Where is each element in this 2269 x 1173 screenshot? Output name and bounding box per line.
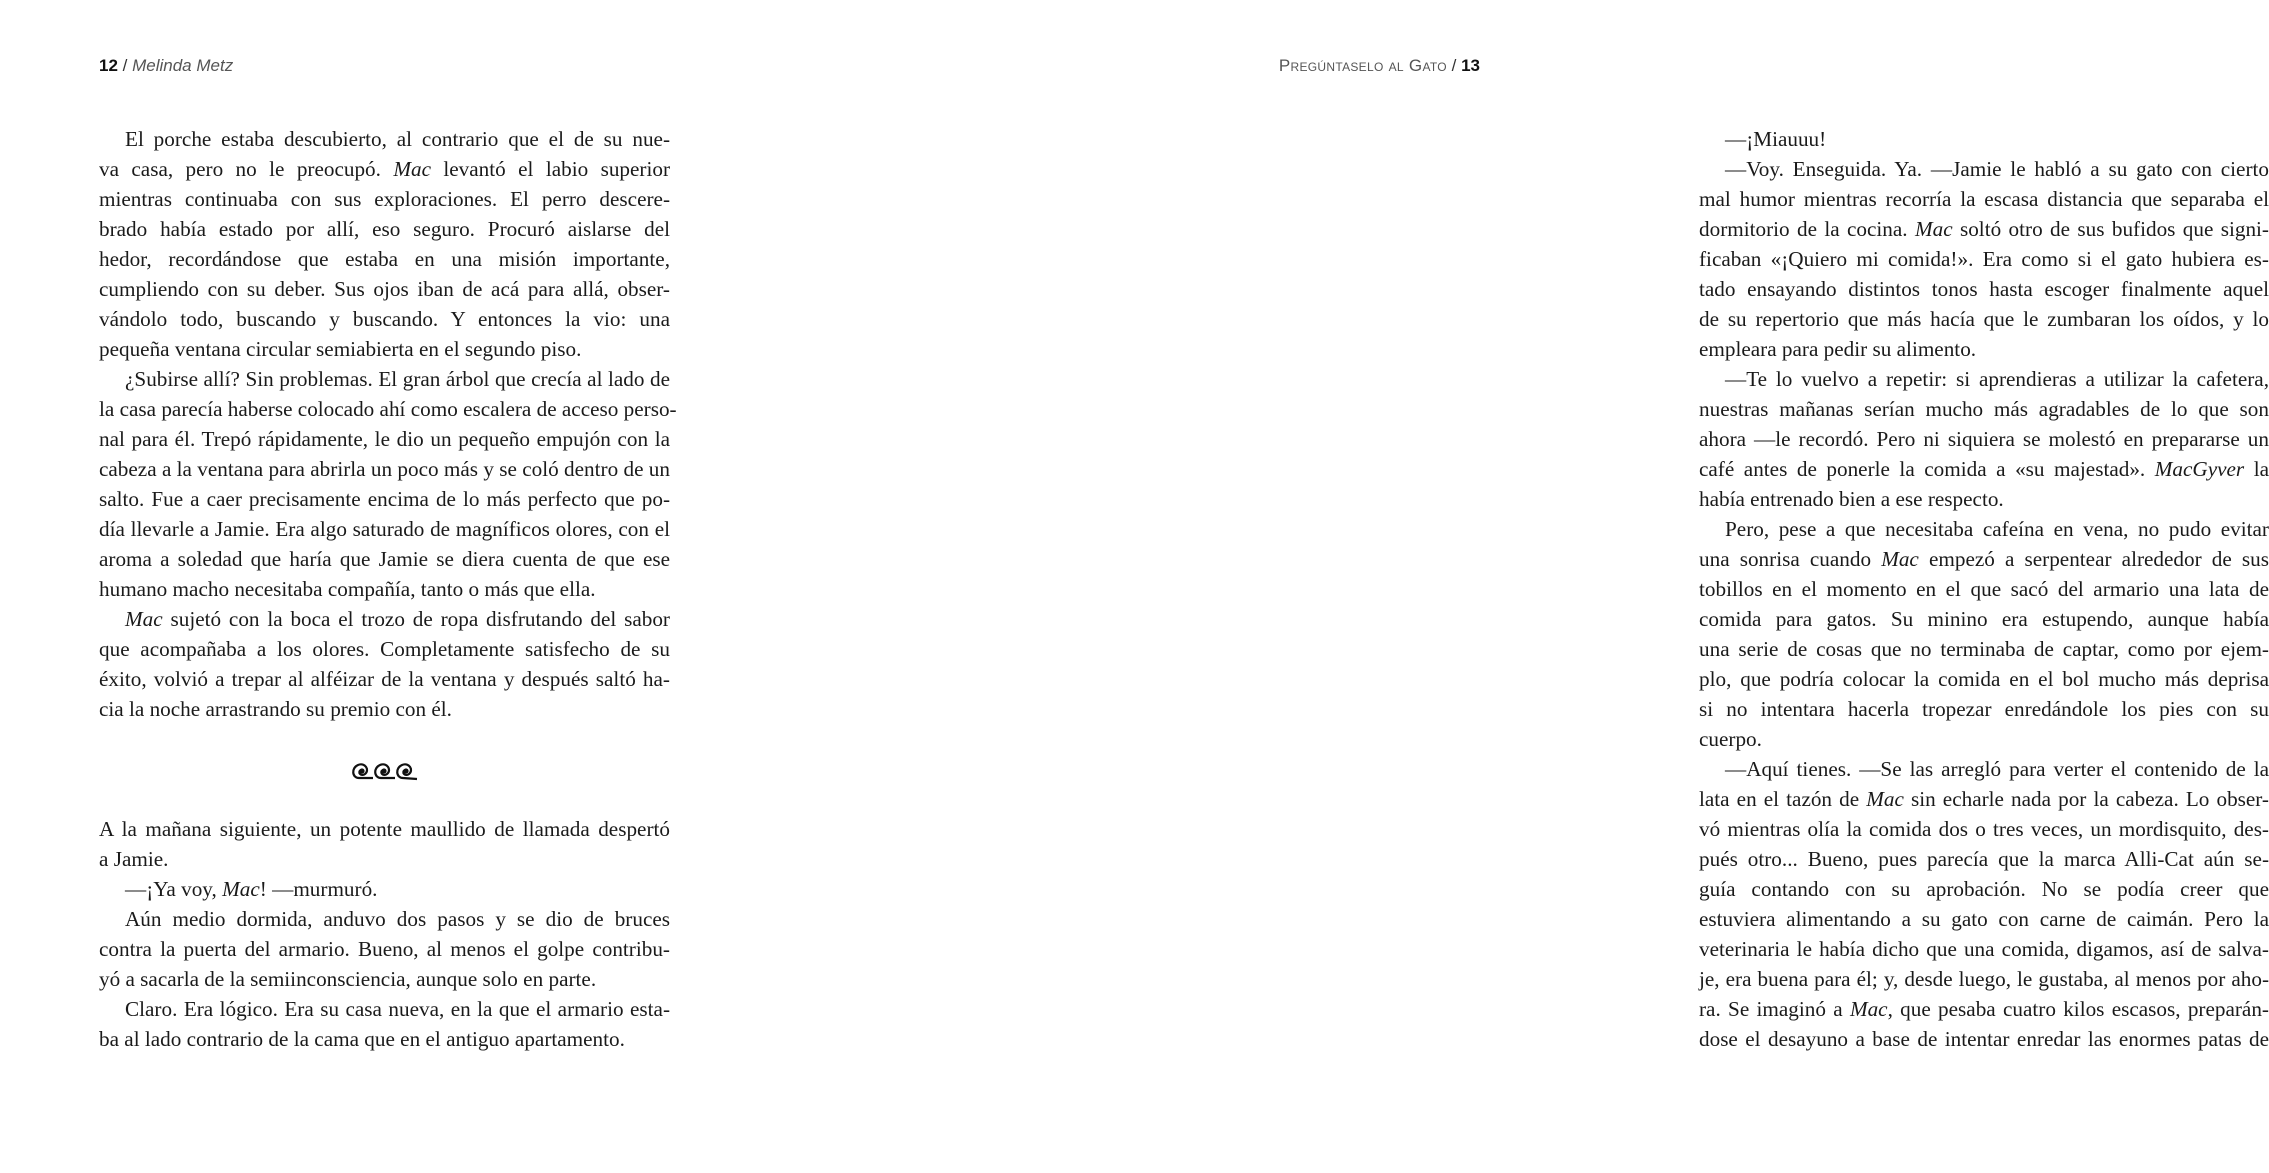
text-line: Claro. Era lógico. Era su casa nueva, en la que el armario esta- bbox=[125, 997, 670, 1021]
text-line: mientras continuaba con sus exploraciones. El perro descere- bbox=[99, 187, 670, 211]
text-line: salto. Fue a caer precisamente encima de lo más perfecto que po- bbox=[99, 487, 670, 511]
text-line: ¿Subirse allí? Sin problemas. El gran árbol que crecía al lado de bbox=[125, 367, 670, 391]
text-line: ra. Se imaginó a Mac, que pesaba cuatro kilos escasos, preparán- bbox=[1699, 997, 2269, 1021]
text-line: Pero, pese a que necesitaba cafeína en vena, no pudo evitar bbox=[1725, 517, 2269, 541]
italic-name: Mac bbox=[125, 607, 163, 631]
text-line: ficaban «¡Quiero mi comida!». Era como si el gato hubiera es- bbox=[1699, 247, 2269, 271]
text-line: dose el desayuno a base de intentar enredar las enormes patas de bbox=[1699, 1027, 2269, 1051]
text-line: comida para gatos. Su minino era estupendo, aunque había bbox=[1699, 607, 2269, 631]
author-name: Melinda Metz bbox=[132, 56, 234, 75]
text-line: una serie de cosas que no terminaba de captar, como por ejem- bbox=[1699, 637, 2269, 661]
page-number: 12 bbox=[99, 56, 118, 75]
text-line: una sonrisa cuando Mac empezó a serpentear alrededor de sus bbox=[1699, 547, 2269, 571]
text-line: nal para él. Trepó rápidamente, le dio un pequeño empujón con la bbox=[99, 427, 670, 451]
italic-name: Mac bbox=[1866, 787, 1904, 811]
text-line: día llevarle a Jamie. Era algo saturado de magníficos olores, con el bbox=[99, 517, 670, 541]
text-line: va casa, pero no le preocupó. Mac levantó el labio superior bbox=[99, 157, 670, 181]
text-line: vándolo todo, buscando y buscando. Y entonces la vio: una bbox=[99, 307, 670, 331]
right-page bbox=[800, 0, 2269, 1173]
text-line: a Jamie. bbox=[99, 847, 169, 871]
left-running-head bbox=[99, 56, 233, 76]
text-line: nuestras mañanas serían mucho más agradables de lo que son bbox=[1699, 397, 2269, 421]
text-section-after-break bbox=[99, 814, 670, 1054]
text-line: estuviera alimentando a su gato con carne de caimán. Pero la bbox=[1699, 907, 2269, 931]
text-line: cabeza a la ventana para abrirla un poco más y se coló dentro de un bbox=[99, 457, 670, 481]
text-line: si no intentara hacerla tropezar enredándole los pies con su bbox=[1699, 697, 2269, 721]
text-line: pués otro... Bueno, pues parecía que la marca Alli-Cat aún se- bbox=[1699, 847, 2269, 871]
text-line: de su repertorio que más hacía que le zumbaran los oídos, y lo bbox=[1699, 307, 2269, 331]
italic-name: Mac bbox=[1914, 217, 1953, 241]
text-line: —Voy. Enseguida. Ya. —Jamie le habló a su gato con cierto bbox=[1725, 157, 2269, 181]
head-separator: / bbox=[117, 56, 133, 75]
text-line: cuerpo. bbox=[1699, 727, 1762, 751]
left-page bbox=[0, 0, 800, 1173]
text-line: tobillos en el momento en el que sacó del armario una lata de bbox=[1699, 577, 2269, 601]
text-line: brado había estado por allí, eso seguro. Procuró aislarse del bbox=[99, 217, 670, 241]
text-line: aroma a soledad que haría que Jamie se diera cuenta de que ese bbox=[99, 547, 670, 571]
text-line: tado ensayando distintos tonos hasta escoger finalmente aquel bbox=[1699, 277, 2269, 301]
right-body-text bbox=[1699, 124, 2269, 1054]
text-line: café antes de ponerle la comida a «su majestad». MacGyver la bbox=[1699, 457, 2269, 481]
text-line: dormitorio de la cocina. Mac soltó otro de sus bufidos que signi- bbox=[1699, 217, 2269, 241]
italic-name: Mac bbox=[1881, 547, 1919, 571]
scene-break-ornament bbox=[99, 724, 670, 814]
text-line: había entrenado bien a ese respecto. bbox=[1699, 487, 2004, 511]
head-separator: / bbox=[1446, 56, 1462, 75]
text-line: empleara para pedir su alimento. bbox=[1699, 337, 1977, 361]
italic-name: Mac bbox=[1849, 997, 1888, 1021]
text-line: A la mañana siguiente, un potente maullido de llamada despertó bbox=[99, 817, 670, 841]
text-line: je, era buena para él; y, desde luego, le gustaba, al menos por aho- bbox=[1699, 967, 2269, 991]
book-title: Pregúntaselo al Gato bbox=[1278, 56, 1447, 75]
text-line: —¡Ya voy, Mac! —murmuró. bbox=[125, 877, 378, 901]
text-line: mal humor mientras recorría la escasa distancia que separaba el bbox=[1699, 187, 2269, 211]
text-line: humano macho necesitaba compañía, tanto o más que ella. bbox=[99, 577, 596, 601]
text-line: cia la noche arrastrando su premio con él. bbox=[99, 697, 452, 721]
triple-swirl-ornament-icon bbox=[349, 760, 421, 782]
text-line: éxito, volvió a trepar al alféizar de la ventana y después saltó ha- bbox=[99, 667, 670, 691]
text-line: hedor, recordándose que estaba en una misión importante, bbox=[99, 247, 670, 271]
text-line: ahora —le recordó. Pero ni siquiera se molestó en prepararse un bbox=[1699, 427, 2269, 451]
text-line: veterinaria le había dicho que una comida, digamos, así de salva- bbox=[1699, 937, 2269, 961]
text-line: —¡Miauuu! bbox=[1725, 127, 1827, 151]
left-body-text bbox=[99, 124, 677, 1054]
right-running-head bbox=[1279, 56, 1480, 76]
text-line: guía contando con su aprobación. No se podía creer que bbox=[1699, 877, 2269, 901]
text-line: lata en el tazón de Mac sin echarle nada por la cabeza. Lo obser- bbox=[1699, 787, 2269, 811]
text-line: contra la puerta del armario. Bueno, al menos el golpe contribu- bbox=[99, 937, 670, 961]
text-line: El porche estaba descubierto, al contrario que el de su nue- bbox=[125, 127, 670, 151]
text-line: que acompañaba a los olores. Completamente satisfecho de su bbox=[99, 637, 670, 661]
text-line: Mac sujetó con la boca el trozo de ropa disfrutando del sabor bbox=[125, 607, 670, 631]
text-section-before-break bbox=[99, 124, 677, 724]
italic-name: Mac bbox=[393, 157, 431, 181]
text-section bbox=[1699, 124, 2269, 1054]
text-line: ba al lado contrario de la cama que en el antiguo apartamento. bbox=[99, 1027, 625, 1051]
text-line: vó mientras olía la comida dos o tres veces, un mordisquito, des- bbox=[1699, 817, 2269, 841]
italic-name: MacGyver bbox=[2154, 457, 2245, 481]
text-line: plo, que podría colocar la comida en el bol mucho más deprisa bbox=[1699, 667, 2269, 691]
text-line: —Aquí tienes. —Se las arregló para verter el contenido de la bbox=[1725, 757, 2269, 781]
text-line: la casa parecía haberse colocado ahí como escalera de acceso perso- bbox=[99, 397, 677, 421]
text-line: yó a sacarla de la semiinconsciencia, aunque solo en parte. bbox=[99, 967, 597, 991]
text-line: —Te lo vuelvo a repetir: si aprendieras a utilizar la cafetera, bbox=[1725, 367, 2269, 391]
text-line: pequeña ventana circular semiabierta en el segundo piso. bbox=[99, 337, 582, 361]
text-line: Aún medio dormida, anduvo dos pasos y se dio de bruces bbox=[125, 907, 670, 931]
page-number: 13 bbox=[1461, 56, 1480, 75]
italic-name: Mac bbox=[222, 877, 260, 901]
text-line: cumpliendo con su deber. Sus ojos iban de acá para allá, obser- bbox=[99, 277, 670, 301]
